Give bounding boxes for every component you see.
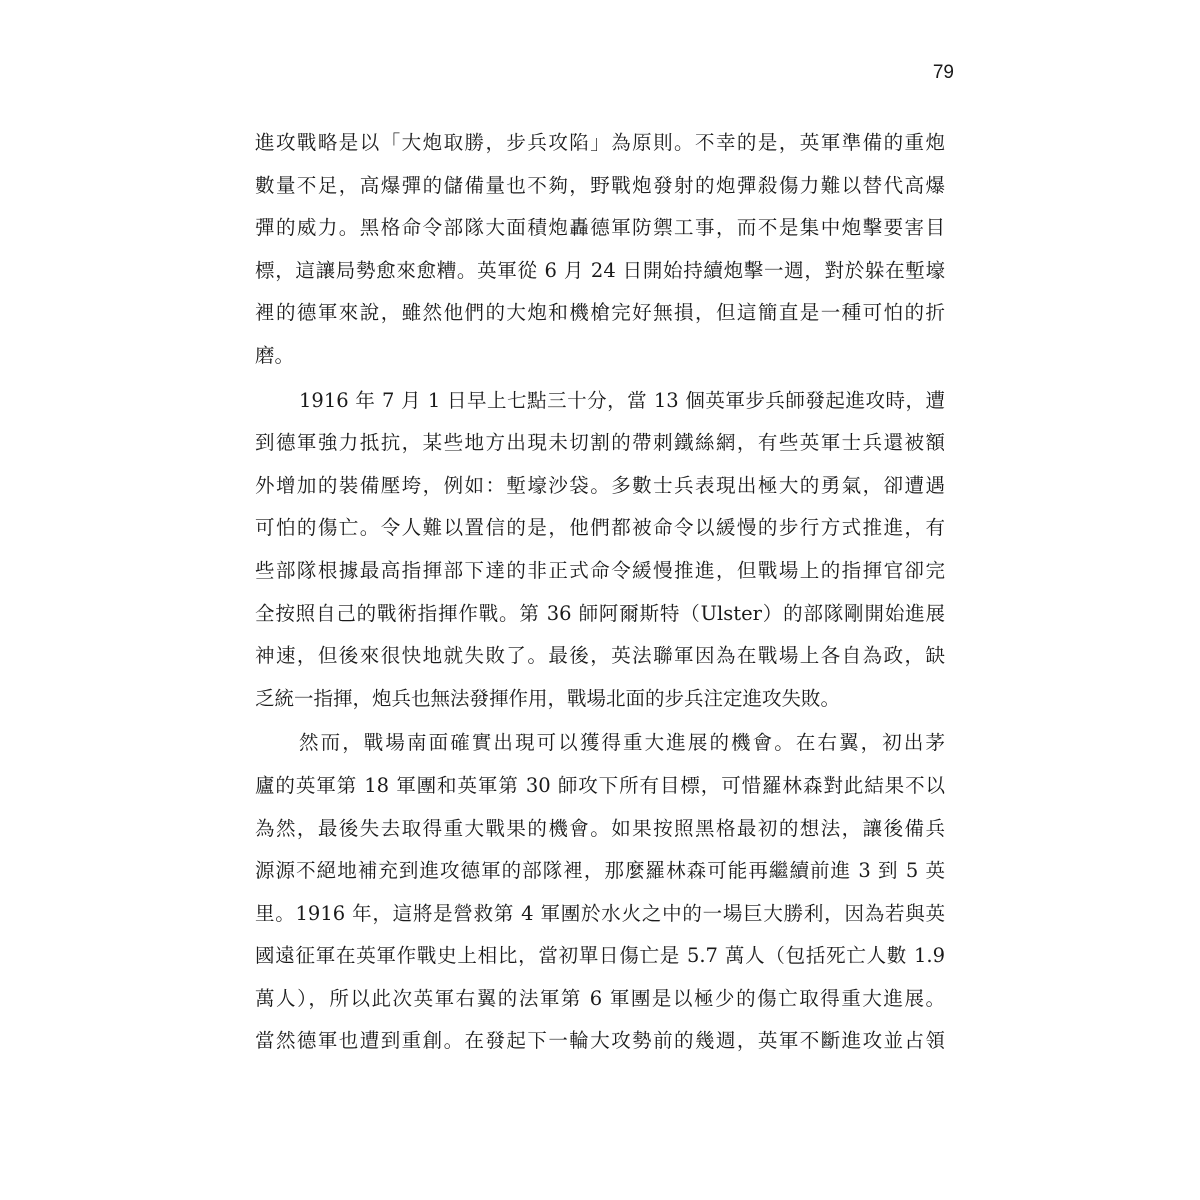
text-line: 磨。 <box>255 343 295 367</box>
page-number: 79 <box>932 62 954 83</box>
text-line: 萬人），所以此次英軍右翼的法軍第 6 軍團是以極少的傷亡取得重大進展。 <box>255 986 945 1010</box>
text-line: 然而，戰場南面確實出現可以獲得重大進展的機會。在右翼，初出茅 <box>299 731 945 755</box>
text-line: 當然德軍也遭到重創。在發起下一輪大攻勢前的幾週，英軍不斷進攻並占領 <box>255 1029 945 1053</box>
text-line: 神速，但後來很快地就失敗了。最後，英法聯軍因為在戰場上各自為政，缺 <box>255 644 945 668</box>
text-line: 為然，最後失去取得重大戰果的機會。如果按照黑格最初的想法，讓後備兵 <box>255 816 945 840</box>
text-line: 可怕的傷亡。令人難以置信的是，他們都被命令以緩慢的步行方式推進，有 <box>255 516 945 540</box>
text-line: 標，這讓局勢愈來愈糟。英軍從 6 月 24 日開始持續炮擊一週，對於躲在塹壕 <box>255 258 945 282</box>
text-line: 些部隊根據最高指揮部下達的非正式命令緩慢推進，但戰場上的指揮官卻完 <box>255 558 945 582</box>
body-text <box>255 122 945 1063</box>
text-line: 廬的英軍第 18 軍團和英軍第 30 師攻下所有目標，可惜羅林森對此結果不以 <box>255 773 945 797</box>
text-line: 全按照自己的戰術指揮作戰。第 36 師阿爾斯特（Ulster）的部隊剛開始進展 <box>255 601 945 625</box>
text-line: 數量不足，高爆彈的儲備量也不夠，野戰炮發射的炮彈殺傷力難以替代高爆 <box>255 173 945 197</box>
text-line: 1916 年 7 月 1 日早上七點三十分，當 13 個英軍步兵師發起進攻時，遭 <box>299 388 945 412</box>
text-line: 源源不絕地補充到進攻德軍的部隊裡，那麼羅林森可能再繼續前進 3 到 5 英 <box>255 859 945 883</box>
text-line: 里。1916 年，這將是營救第 4 軍團於水火之中的一場巨大勝利，因為若與英 <box>255 901 945 925</box>
text-line: 到德軍強力抵抗，某些地方出現未切割的帶刺鐵絲網，有些英軍士兵還被額 <box>255 431 945 455</box>
text-line: 國遠征軍在英軍作戰史上相比，當初單日傷亡是 5.7 萬人（包括死亡人數 1.9 <box>255 944 945 968</box>
text-line: 進攻戰略是以「大炮取勝，步兵攻陷」為原則。不幸的是，英軍準備的重炮 <box>255 131 945 154</box>
text-line: 乏統一指揮，炮兵也無法發揮作用，戰場北面的步兵注定進攻失敗。 <box>255 686 841 710</box>
text-line: 外增加的裝備壓垮，例如：塹壕沙袋。多數士兵表現出極大的勇氣，卻遭遇 <box>255 473 945 497</box>
text-line: 裡的德軍來說，雖然他們的大炮和機槍完好無損，但這簡直是一種可怕的折 <box>255 301 945 325</box>
text-line: 彈的威力。黑格命令部隊大面積炮轟德軍防禦工事，而不是集中炮擊要害目 <box>255 216 945 240</box>
